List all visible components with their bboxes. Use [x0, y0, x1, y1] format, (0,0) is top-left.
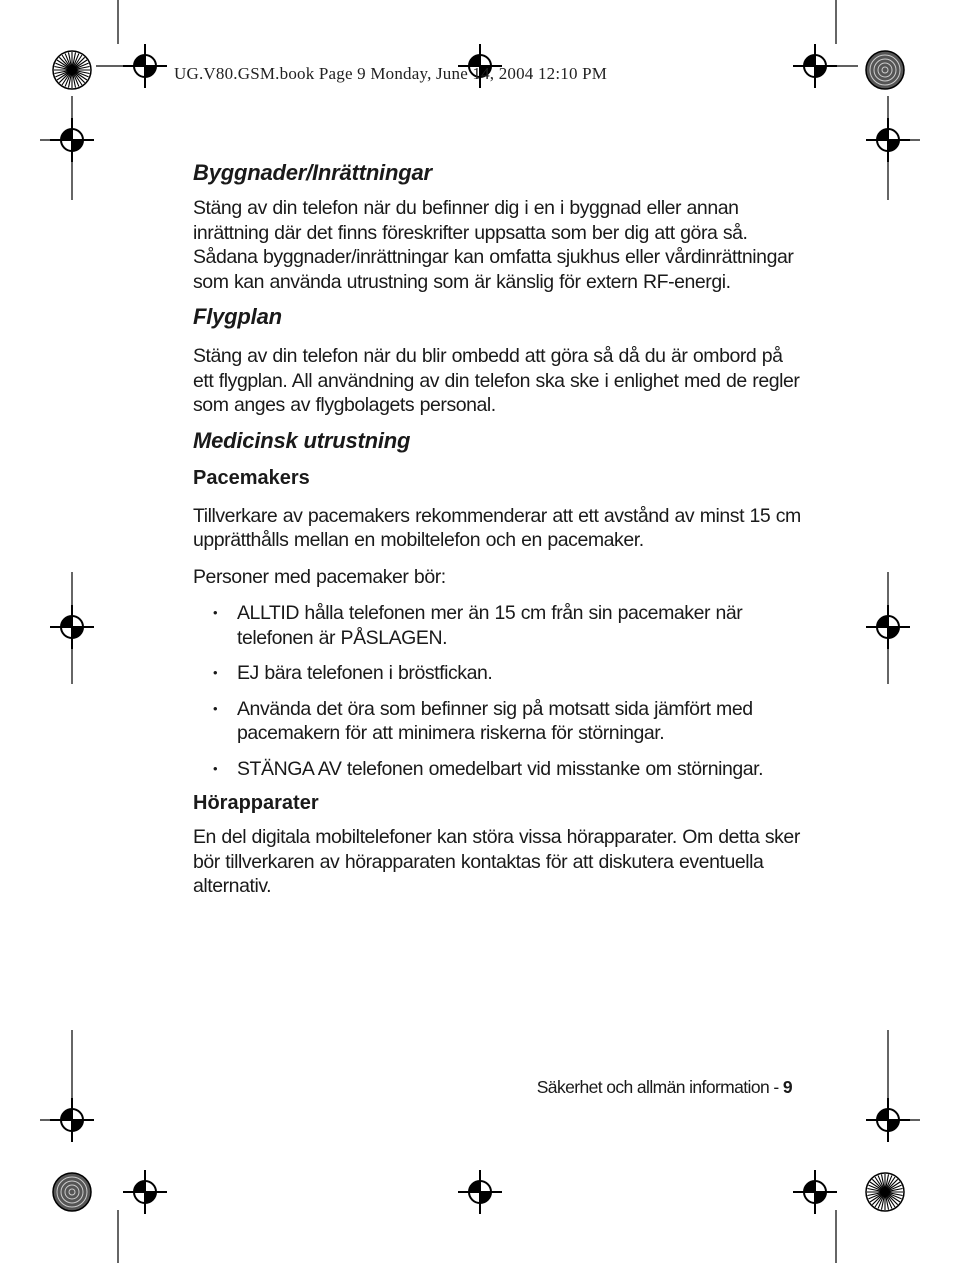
section-title-aircraft: Flygplan	[193, 304, 282, 329]
bullet-icon: •	[213, 700, 218, 716]
section-medical	[193, 426, 803, 899]
section-title-buildings: Byggnader/Inrättningar	[193, 160, 432, 185]
subsection-title-pacemakers: Pacemakers	[193, 466, 310, 489]
paragraph-hearing-aids: En del digitala mobiltelefoner kan störa vissa hörapparater. Om detta sker bör tillverkaren av hörapparaten kontaktas för att diskutera eventuella alternativ.	[193, 826, 800, 897]
section-title-medical: Medicinsk utrustning	[193, 427, 411, 453]
paragraph-pacemakers: Tillverkare av pacemakers rekommenderar att ett avstånd av minst 15 cm upprätthålls mellan en mobiltelefon och en pacemaker.	[193, 504, 801, 551]
list-item: • ALLTID hålla telefonen mer än 15 cm från sin pacemaker när telefonen är PÅSLAGEN.	[213, 602, 743, 649]
section-buildings	[193, 158, 803, 294]
page-footer	[536, 1077, 792, 1098]
list-item: • EJ bära telefonen i bröstfickan.	[213, 662, 493, 684]
paragraph-aircraft: Stäng av din telefon när du blir ombedd att göra så då du är ombord på ett flygplan. All användning av din telefon ska ske i enlighet med de regler som anges av flygbolagets personal.	[193, 345, 800, 416]
page-content	[193, 158, 803, 899]
subsection-title-hearing-aids: Hörapparater	[193, 792, 319, 814]
print-slug: UG.V80.GSM.book Page 9 Monday, June 14, 2004 12:10 PM	[174, 64, 608, 83]
list-item: • Använda det öra som befinner sig på motsatt sida jämfört med pacemakern för att minimera riskerna för störningar.	[213, 697, 753, 744]
pacemakers-intro: Personer med pacemaker bör:	[193, 565, 446, 588]
list-item: • STÄNGA AV telefonen omedelbart vid misstanke om störningar.	[213, 757, 764, 780]
footer-section-name: Säkerhet och allmän information -	[536, 1077, 783, 1097]
bullet-icon: •	[213, 605, 218, 620]
page-number: 9	[782, 1077, 792, 1097]
paragraph-buildings: Stäng av din telefon när du befinner dig i en i byggnad eller annan inrättning där det finns föreskrifter uppsatta som ber dig att göra så. Sådana byggnader/inrättningar kan omfatta sjukhus eller vårdinrättningar som kan använda utrustning som är känslig för extern RF-energi.	[193, 197, 794, 293]
pacemaker-advice-list	[193, 601, 803, 781]
section-aircraft	[193, 302, 803, 418]
bullet-icon: •	[213, 760, 218, 776]
bullet-icon: •	[213, 665, 218, 680]
